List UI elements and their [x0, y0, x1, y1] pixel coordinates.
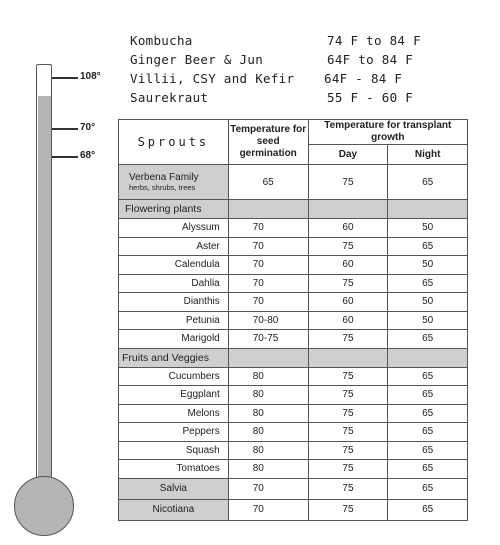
table-row: [119, 386, 468, 405]
section-label: Fruits and Veggies: [119, 348, 229, 367]
night-value: 65: [388, 499, 468, 520]
ferm-row-saurekraut: [130, 88, 460, 107]
fermentation-list: [130, 31, 460, 107]
tick-label-68: 68°: [80, 150, 96, 161]
table-row: [119, 441, 468, 460]
verbena-germ: 65: [228, 165, 308, 200]
table-row: [119, 293, 468, 312]
header-transplant: Temperature for transplant growth: [308, 120, 467, 145]
night-value: 50: [388, 293, 468, 312]
night-value: 50: [388, 219, 468, 238]
day-value: 60: [308, 311, 388, 330]
verbena-name: Verbena Family: [129, 172, 199, 183]
section-flowering-plants: [119, 200, 468, 219]
ferm-row-kombucha: [130, 31, 460, 50]
day-value: 75: [308, 478, 388, 499]
night-value: 65: [388, 460, 468, 479]
germ-value: 70: [228, 237, 308, 256]
table-row: [119, 367, 468, 386]
plant-name: Alyssum: [119, 219, 229, 238]
verbena-night: 65: [388, 165, 468, 200]
germ-value: 70: [228, 274, 308, 293]
plant-name: Marigold: [119, 330, 229, 349]
tick-label-70: 70°: [80, 122, 96, 133]
night-value: 50: [388, 311, 468, 330]
section-fruits-veggies: [119, 348, 468, 367]
plant-name: Eggplant: [119, 386, 229, 405]
night-value: 65: [388, 237, 468, 256]
header-sprouts: Sprouts: [119, 120, 229, 165]
day-value: 75: [308, 386, 388, 405]
night-value: 65: [388, 441, 468, 460]
day-value: 60: [308, 293, 388, 312]
plant-name: Dahlia: [119, 274, 229, 293]
germ-value: 80: [228, 386, 308, 405]
table-row-verbena: [119, 165, 468, 200]
plant-name: Dianthis: [119, 293, 229, 312]
ferm-name: Ginger Beer & Jun: [130, 52, 264, 67]
plant-name: Peppers: [119, 423, 229, 442]
germ-value: 70: [228, 256, 308, 275]
germ-value: 80: [228, 441, 308, 460]
table-row: [119, 237, 468, 256]
night-value: 65: [388, 478, 468, 499]
tick-70: [52, 128, 78, 130]
plant-name: Melons: [119, 404, 229, 423]
day-value: 75: [308, 404, 388, 423]
night-value: 65: [388, 330, 468, 349]
table-row: [119, 311, 468, 330]
thermometer-mercury: [38, 96, 51, 498]
day-value: 75: [308, 367, 388, 386]
night-value: 65: [388, 274, 468, 293]
ferm-name: Kombucha: [130, 33, 193, 48]
plant-name: Aster: [119, 237, 229, 256]
night-value: 50: [388, 256, 468, 275]
ferm-name: Saurekraut: [130, 90, 209, 105]
night-value: 65: [388, 423, 468, 442]
plant-name: Petunia: [119, 311, 229, 330]
plant-name: Squash: [119, 441, 229, 460]
verbena-name-cell: [119, 165, 229, 200]
table-row: [119, 404, 468, 423]
ferm-name: Villii, CSY and Kefir: [130, 71, 295, 86]
header-night: Night: [388, 145, 468, 165]
thermometer-bulb: [14, 476, 74, 536]
sprouts-temperature-table: [118, 119, 468, 521]
ferm-row-villii: [130, 69, 460, 88]
plant-name: Nicotiana: [119, 499, 229, 520]
header-germination: Temperature for seed germination: [228, 120, 308, 165]
table-row: [119, 256, 468, 275]
header-day: Day: [308, 145, 388, 165]
night-value: 65: [388, 367, 468, 386]
germ-value: 80: [228, 367, 308, 386]
table-row-nicotiana: [119, 499, 468, 520]
ferm-range: 64F - 84 F: [324, 71, 403, 86]
table-row: [119, 330, 468, 349]
plant-name: Calendula: [119, 256, 229, 275]
day-value: 75: [308, 237, 388, 256]
verbena-day: 75: [308, 165, 388, 200]
day-value: 75: [308, 423, 388, 442]
table-row: [119, 219, 468, 238]
night-value: 65: [388, 386, 468, 405]
day-value: 60: [308, 219, 388, 238]
germ-value: 70: [228, 499, 308, 520]
day-value: 75: [308, 499, 388, 520]
day-value: 75: [308, 274, 388, 293]
table-row: [119, 274, 468, 293]
germ-value: 70-80: [228, 311, 308, 330]
ferm-range: 64F to 84 F: [327, 52, 414, 67]
plant-name: Salvia: [119, 478, 229, 499]
night-value: 65: [388, 404, 468, 423]
germ-value: 70: [228, 293, 308, 312]
section-label: Flowering plants: [119, 200, 229, 219]
tick-68: [52, 156, 78, 158]
day-value: 60: [308, 256, 388, 275]
thermometer-graphic: [0, 0, 120, 545]
germ-value: 80: [228, 404, 308, 423]
plant-name: Cucumbers: [119, 367, 229, 386]
ferm-row-ginger-beer: [130, 50, 460, 69]
germ-value: 80: [228, 460, 308, 479]
day-value: 75: [308, 441, 388, 460]
tick-108: [52, 77, 78, 79]
plant-name: Tomatoes: [119, 460, 229, 479]
table-row: [119, 423, 468, 442]
table-row: [119, 460, 468, 479]
ferm-range: 55 F - 60 F: [327, 90, 414, 105]
germ-value: 70-75: [228, 330, 308, 349]
germ-value: 80: [228, 423, 308, 442]
ferm-range: 74 F to 84 F: [327, 33, 421, 48]
verbena-sub: herbs, shrubs, trees: [129, 183, 196, 192]
tick-label-108: 108°: [80, 71, 101, 82]
table-row-salvia: [119, 478, 468, 499]
germ-value: 70: [228, 219, 308, 238]
day-value: 75: [308, 330, 388, 349]
day-value: 75: [308, 460, 388, 479]
germ-value: 70: [228, 478, 308, 499]
table-header-row: [119, 120, 468, 145]
